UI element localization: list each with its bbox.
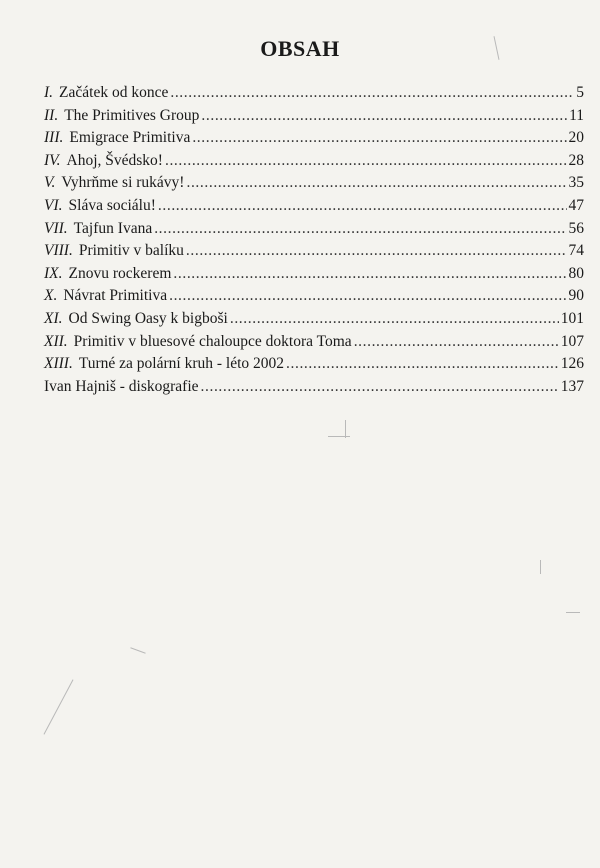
dot-leader [286, 353, 559, 376]
toc-entry [44, 127, 584, 150]
scan-mark [328, 436, 350, 437]
dot-leader [186, 172, 566, 195]
chapter-title: Primitiv v bluesové chaloupce doktora Toma [73, 332, 352, 350]
toc-entry [44, 331, 584, 354]
chapter-title: Ivan Hajniš - diskografie [44, 377, 199, 395]
scan-mark [540, 560, 541, 574]
scan-mark [44, 679, 74, 734]
chapter-numeral: II. [44, 106, 59, 124]
chapter-title: The Primitives Group [64, 106, 200, 124]
scan-mark [130, 647, 145, 653]
chapter-numeral: VIII. [44, 242, 73, 260]
chapter-title: Návrat Primitiva [63, 287, 168, 305]
dot-leader [201, 376, 559, 399]
dot-leader [354, 331, 559, 354]
page-number: 28 [568, 151, 584, 169]
dot-leader [170, 82, 574, 105]
chapter-title: Od Swing Oasy k bigboši [68, 309, 228, 327]
chapter-title: Ahoj, Švédsko! [66, 151, 163, 169]
page-number: 56 [568, 219, 584, 237]
page-number: 137 [560, 377, 584, 395]
toc-entry [44, 285, 584, 308]
toc-entry [44, 218, 584, 241]
toc-entry [44, 105, 584, 128]
dot-leader [158, 195, 567, 218]
page-number: 47 [568, 196, 584, 214]
page-number: 20 [568, 129, 584, 147]
toc-entry [44, 376, 584, 399]
page-number: 74 [568, 242, 584, 260]
page-number: 101 [560, 309, 584, 327]
chapter-title: Vyhrňme si rukávy! [61, 174, 185, 192]
page-number: 126 [560, 355, 584, 373]
toc-entry [44, 353, 584, 376]
chapter-numeral: V. [44, 174, 56, 192]
chapter-numeral: VII. [44, 219, 68, 237]
chapter-numeral: I. [44, 84, 54, 101]
chapter-title: Sláva sociálu! [68, 196, 156, 214]
toc-entry [44, 240, 584, 263]
chapter-numeral: IX. [44, 264, 63, 282]
page-number: 90 [568, 287, 584, 305]
chapter-title: Znovu rockerem [68, 264, 172, 282]
page-title: OBSAH [260, 36, 340, 61]
dot-leader [165, 150, 567, 173]
page-number: 80 [568, 264, 584, 282]
dot-leader [186, 240, 567, 263]
page-number: 5 [576, 84, 584, 101]
page-number: 35 [568, 174, 584, 192]
page-number: 11 [569, 106, 584, 124]
scan-mark [566, 612, 580, 613]
chapter-numeral: XI. [44, 309, 63, 327]
chapter-title: Primitiv v balíku [78, 242, 184, 260]
dot-leader [154, 218, 566, 241]
dot-leader [201, 105, 567, 128]
toc-entry [44, 195, 584, 218]
page-number: 107 [560, 332, 584, 350]
chapter-numeral: VI. [44, 196, 63, 214]
dot-leader [192, 127, 566, 150]
chapter-title: Tajfun Ivana [73, 219, 153, 237]
toc-entry [44, 150, 584, 173]
dot-leader [173, 263, 566, 286]
toc-entry [44, 172, 584, 195]
chapter-numeral: X. [44, 287, 58, 305]
dot-leader [230, 308, 559, 331]
chapter-title: Turné za polární kruh - léto 2002 [78, 355, 285, 373]
toc-entry [44, 82, 584, 105]
toc-entry [44, 308, 584, 331]
table-of-contents [44, 82, 584, 398]
chapter-numeral: XII. [44, 332, 68, 350]
chapter-title: Začátek od konce [59, 84, 169, 101]
chapter-numeral: III. [44, 129, 64, 147]
chapter-numeral: IV. [44, 151, 61, 169]
toc-entry [44, 263, 584, 286]
chapter-numeral: XIII. [44, 355, 73, 373]
dot-leader [169, 285, 566, 308]
chapter-title: Emigrace Primitiva [69, 129, 191, 147]
